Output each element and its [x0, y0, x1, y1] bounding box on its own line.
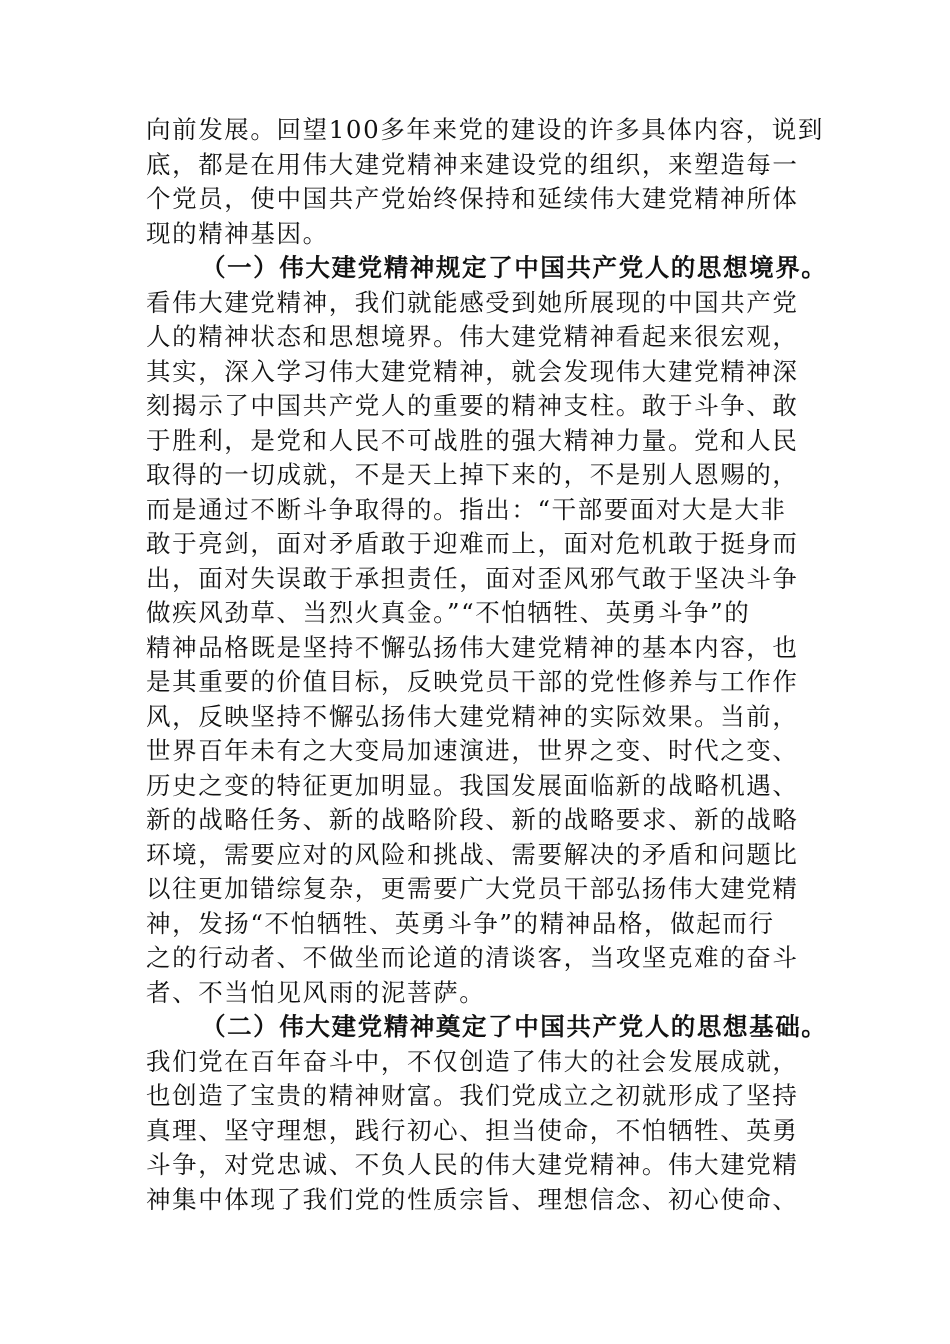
text-line: 取得的一切成就，不是天上掉下来的，不是别人恩赐的，: [146, 460, 799, 489]
text-line: 精神品格既是坚持不懈弘扬伟大建党精神的基本内容，也: [146, 632, 799, 662]
text-line: 斗争，对党忠诚、不负人民的伟大建党精神。伟大建党精: [146, 1150, 799, 1179]
text-line: 人的精神状态和思想境界。伟大建党精神看起来很宏观，: [146, 322, 799, 351]
text-line: 环境，需要应对的风险和挑战、需要解决的矛盾和问题比: [146, 839, 799, 869]
text-line: 我们党在百年奋斗中，不仅创造了伟大的社会发展成就，: [146, 1046, 799, 1076]
text-line: 风，反映坚持不懈弘扬伟大建党精神的实际效果。当前，: [146, 701, 799, 731]
section-heading-2: （二）伟大建党精神奠定了中国共产党人的思想基础。: [201, 1012, 828, 1041]
body-text: [146, 113, 846, 1217]
text-line: 其实，深入学习伟大建党精神，就会发现伟大建党精神深: [146, 356, 799, 386]
text-line: 是其重要的价值目标，反映党员干部的党性修养与工作作: [146, 667, 799, 696]
text-line: 历史之变的特征更加明显。我国发展面临新的战略机遇、: [146, 770, 799, 800]
section-heading-1: （一）伟大建党精神规定了中国共产党人的思想境界。: [201, 253, 828, 282]
text-line: 刻揭示了中国共产党人的重要的精神支柱。敢于斗争、敢: [146, 391, 799, 420]
text-line: 而是通过不断斗争取得的。指出：“干部要面对大是大非: [146, 494, 787, 524]
text-line: 现的精神基因。: [146, 218, 329, 248]
text-line: 也创造了宝贵的精神财富。我们党成立之初就形成了坚持: [146, 1081, 799, 1110]
text-line: 真理、坚守理想，践行初心、担当使命，不怕牺牲、英勇: [146, 1115, 799, 1145]
text-line: 做疾风劲草、当烈火真金。”“不怕牺牲、英勇斗争”的: [146, 598, 751, 627]
text-line: 神集中体现了我们党的性质宗旨、理想信念、初心使命、: [146, 1184, 799, 1214]
text-line: 底，都是在用伟大建党精神来建设党的组织，来塑造每一: [146, 149, 799, 179]
text-line: 神，发扬“不怕牺牲、英勇斗争”的精神品格，做起而行: [146, 908, 775, 938]
text-line: 新的战略任务、新的战略阶段、新的战略要求、新的战略: [146, 805, 799, 834]
text-line: 出，面对失误敢于承担责任，面对歪风邪气敢于坚决斗争: [146, 563, 799, 593]
text-line: 敢于亮剑，面对矛盾敢于迎难而上，面对危机敢于挺身而: [146, 529, 799, 558]
text-line: 世界百年未有之大变局加速演进，世界之变、时代之变、: [146, 736, 799, 765]
text-line: 向前发展。回望100多年来党的建设的许多具体内容，说到: [146, 115, 824, 144]
text-line: 于胜利，是党和人民不可战胜的强大精神力量。党和人民: [146, 425, 799, 455]
text-line: 者、不当怕见风雨的泥菩萨。: [146, 977, 486, 1007]
text-line: 以往更加错综复杂，更需要广大党员干部弘扬伟大建党精: [146, 874, 799, 903]
text-line: 之的行动者、不做坐而论道的清谈客，当攻坚克难的奋斗: [146, 943, 799, 972]
text-line: 个党员，使中国共产党始终保持和延续伟大建党精神所体: [146, 184, 799, 213]
text-line: 看伟大建党精神，我们就能感受到她所展现的中国共产党: [146, 287, 799, 317]
